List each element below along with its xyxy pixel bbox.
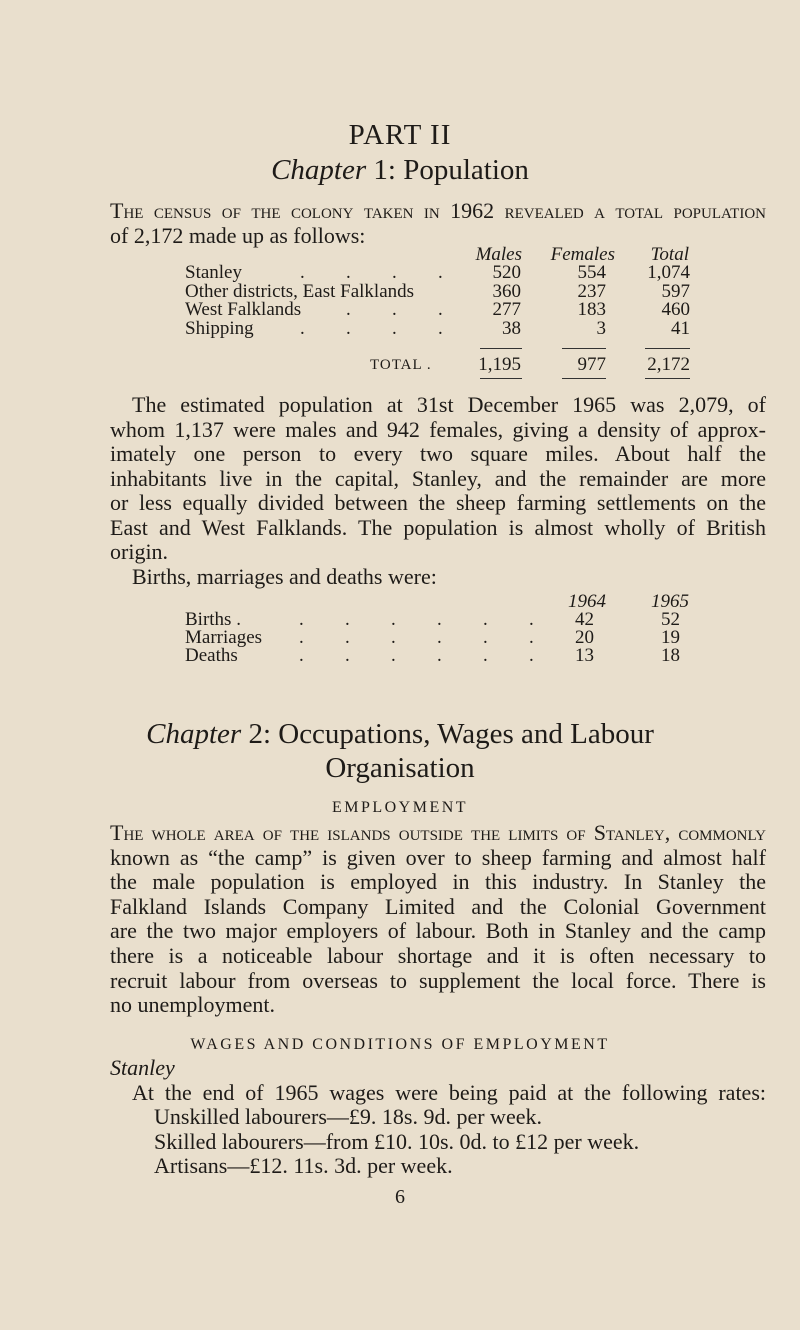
- chapter-title: : Population: [387, 154, 529, 186]
- text-line: Falkland Islands Company Limited and the Colonial Government: [110, 893, 766, 919]
- chapter2-heading-line2: Organisation: [325, 752, 475, 784]
- chapter1-heading: [0, 153, 800, 187]
- col-header: 1964: [568, 591, 606, 612]
- text-line: origin.: [110, 539, 169, 564]
- cell-1965: 19: [661, 627, 680, 648]
- cell-males: 360: [492, 281, 521, 302]
- cell-total: 1,074: [647, 262, 690, 283]
- total-females: 977: [577, 354, 606, 375]
- row-leader: . . .: [346, 299, 461, 320]
- cell-1965: 52: [661, 609, 680, 630]
- section-heading-wages: WAGES AND CONDITIONS OF EMPLOYMENT: [190, 1036, 610, 1053]
- row-label: Shipping: [185, 318, 254, 339]
- text-line: [110, 198, 766, 223]
- employment-paragraph: [110, 821, 766, 1018]
- rule: [645, 378, 690, 379]
- subheading-stanley: Stanley: [110, 1055, 175, 1080]
- cell-total: 41: [671, 318, 690, 339]
- chapter-title: : Occupations, Wages and Labour: [262, 718, 654, 750]
- table-row: [0, 301, 800, 319]
- rule: [645, 348, 690, 349]
- text-line: whom 1,137 were males and 942 females, giving a density of approx-: [110, 416, 766, 442]
- row-label: West Falklands: [185, 299, 302, 320]
- chapter-number: 1: [373, 154, 388, 186]
- text-line: recruit labour from overseas to supplement the local force. There is: [110, 967, 766, 993]
- col-header: Total: [650, 244, 689, 265]
- row-leader: . . . .: [300, 318, 461, 339]
- text-line: of 2,172 made up as follows:: [110, 223, 366, 248]
- section-heading-employment: EMPLOYMENT: [331, 799, 469, 816]
- part-title: PART II: [348, 119, 452, 151]
- text-line: imately one person to every two square miles. About half the: [110, 441, 766, 466]
- chapter-number: 2: [248, 718, 263, 750]
- text-line: or less equally divided between the sheep farming settlements on the: [110, 490, 766, 515]
- cell-females: 3: [596, 318, 606, 339]
- col-header: Females: [550, 244, 615, 265]
- col-header: 1965: [651, 591, 689, 612]
- cell-1964: 20: [575, 627, 594, 648]
- rule: [480, 378, 522, 379]
- row-label: Stanley: [185, 262, 242, 283]
- text-line: the male population is employed in this industry. In Stanley the: [110, 869, 766, 895]
- rule: [562, 378, 606, 379]
- cell-females: 183: [577, 299, 606, 320]
- table-row: [0, 320, 800, 338]
- row-leader: . . . . . .: [299, 627, 552, 648]
- text-line: known as “the camp” is given over to sheep farming and almost half: [110, 844, 766, 870]
- row-leader: . . . .: [300, 262, 461, 283]
- text-line: are the two major employers of labour. Both in Stanley and the camp: [110, 918, 766, 944]
- cell-males: 38: [502, 318, 521, 339]
- text-line: [110, 821, 766, 846]
- row-leader: . . . . . .: [299, 645, 552, 666]
- wages-section: [110, 1056, 766, 1179]
- total-males: 1,195: [478, 354, 521, 375]
- total-label: TOTAL .: [370, 357, 432, 373]
- rule: [562, 348, 606, 349]
- col-header: Males: [475, 244, 522, 265]
- census-intro: [110, 198, 766, 248]
- row-label: Births .: [185, 609, 241, 630]
- chapter2-heading: [0, 717, 800, 751]
- line-text: The census of the colony taken in 1962 revealed a total population: [110, 198, 766, 223]
- rule: [480, 348, 522, 349]
- row-label: Deaths: [185, 645, 238, 666]
- cell-males: 277: [492, 299, 521, 320]
- table-row: [0, 264, 800, 282]
- census-table: [0, 246, 800, 386]
- row-label: Other districts, East Falklands: [185, 281, 415, 302]
- cell-females: 237: [577, 281, 606, 302]
- text-line: inhabitants live in the capital, Stanley, and the remainder are more: [110, 465, 766, 491]
- cell-1964: 13: [575, 645, 594, 666]
- page-number: 6: [395, 1186, 405, 1208]
- cell-females: 554: [577, 262, 606, 283]
- total-total: 2,172: [647, 354, 690, 375]
- row-leader: . . . . . .: [299, 609, 552, 630]
- text-line: Births, marriages and deaths were:: [132, 563, 437, 589]
- text-line: East and West Falklands. The population is almost wholly of British: [110, 514, 766, 540]
- cell-total: 460: [661, 299, 690, 320]
- text-line: The estimated population at 31st December 1965 was 2,079, of: [132, 392, 766, 417]
- population-paragraph: [110, 393, 766, 589]
- row-label: Marriages: [185, 627, 263, 648]
- text-line: there is a noticeable labour shortage and it is often necessary to: [110, 942, 766, 968]
- line-text: The whole area of the islands outside the limits of Stanley, commonly: [110, 820, 766, 845]
- chapter-label: Chapter: [146, 718, 242, 750]
- table-total-row: [0, 356, 800, 374]
- table-row: [0, 647, 800, 665]
- wage-item: Skilled labourers—from £10. 10s. 0d. to £12 per week.: [154, 1128, 640, 1154]
- cell-total: 597: [661, 281, 690, 302]
- chapter-label: Chapter: [271, 154, 367, 186]
- cell-1965: 18: [661, 645, 680, 666]
- text-line: no unemployment.: [110, 992, 275, 1018]
- wage-item: Unskilled labourers—£9. 18s. 9d. per week.: [154, 1104, 542, 1129]
- cell-1964: 42: [575, 609, 594, 630]
- vital-stats-table: [0, 593, 800, 669]
- cell-males: 520: [492, 262, 521, 283]
- wage-item: Artisans—£12. 11s. 3d. per week.: [154, 1153, 453, 1178]
- text-line: At the end of 1965 wages were being paid at the following rates:: [132, 1079, 766, 1105]
